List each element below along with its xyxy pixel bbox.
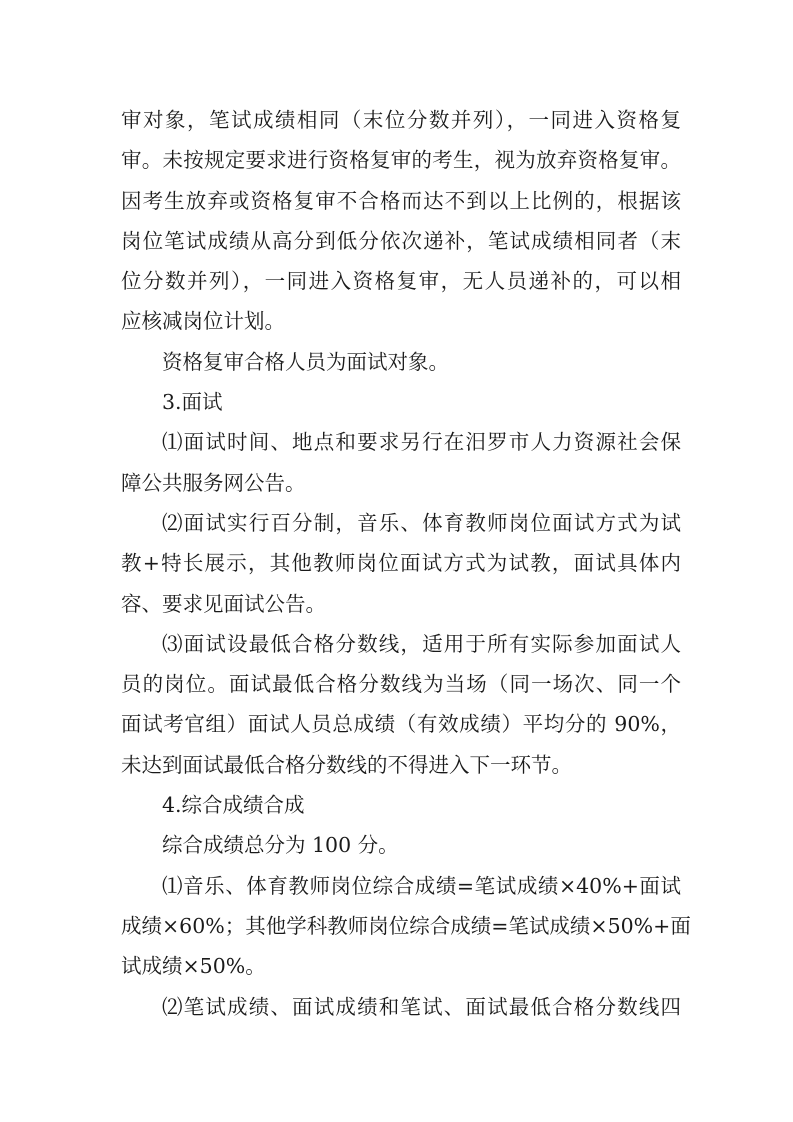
text-line: ⑴面试时间、地点和要求另行在汨罗市人力资源社会保 [162, 430, 681, 455]
text-line: 因考生放弃或资格复审不合格而达不到以上比例的，根据该 [121, 188, 681, 213]
text-line: 试成绩×50%。 [121, 954, 266, 979]
text-line: 位分数并列），一同进入资格复审，无人员递补的，可以相 [121, 269, 681, 294]
text-line: 应核减岗位计划。 [121, 309, 285, 334]
text-line: 未达到面试最低合格分数线的不得进入下一环节。 [121, 752, 572, 777]
text-line: ⑵面试实行百分制，音乐、体育教师岗位面试方式为试 [162, 510, 681, 535]
text-line: 成绩×60%；其他学科教师岗位综合成绩=笔试成绩×50%+面 [121, 913, 691, 938]
text-line: 容、要求见面试公告。 [121, 591, 326, 616]
document-body [121, 100, 691, 1027]
text-line: ⑴音乐、体育教师岗位综合成绩=笔试成绩×40%+面试 [162, 873, 681, 898]
text-line: 面试考官组）面试人员总成绩（有效成绩）平均分的 90%， [121, 712, 681, 737]
section-heading: 4.综合成绩合成 [162, 793, 305, 818]
text-line: ⑵笔试成绩、面试成绩和笔试、面试最低合格分数线四 [162, 994, 681, 1019]
text-line: 员的岗位。面试最低合格分数线为当场（同一场次、同一个 [121, 672, 681, 697]
text-line: 教+特长展示，其他教师岗位面试方式为试教，面试具体内 [121, 551, 681, 576]
text-line: 障公共服务网公告。 [121, 470, 306, 495]
text-line: 岗位笔试成绩从高分到低分依次递补，笔试成绩相同者（末 [121, 228, 681, 253]
text-line: ⑶面试设最低合格分数线，适用于所有实际参加面试人 [162, 631, 681, 656]
section-heading: 3.面试 [162, 390, 223, 415]
text-line: 审对象，笔试成绩相同（末位分数并列），一同进入资格复 [121, 108, 681, 132]
text-line: 综合成绩总分为 100 分。 [162, 833, 399, 858]
text-line: 资格复审合格人员为面试对象。 [162, 349, 449, 374]
text-line: 审。未按规定要求进行资格复审的考生，视为放弃资格复审。 [121, 148, 681, 173]
